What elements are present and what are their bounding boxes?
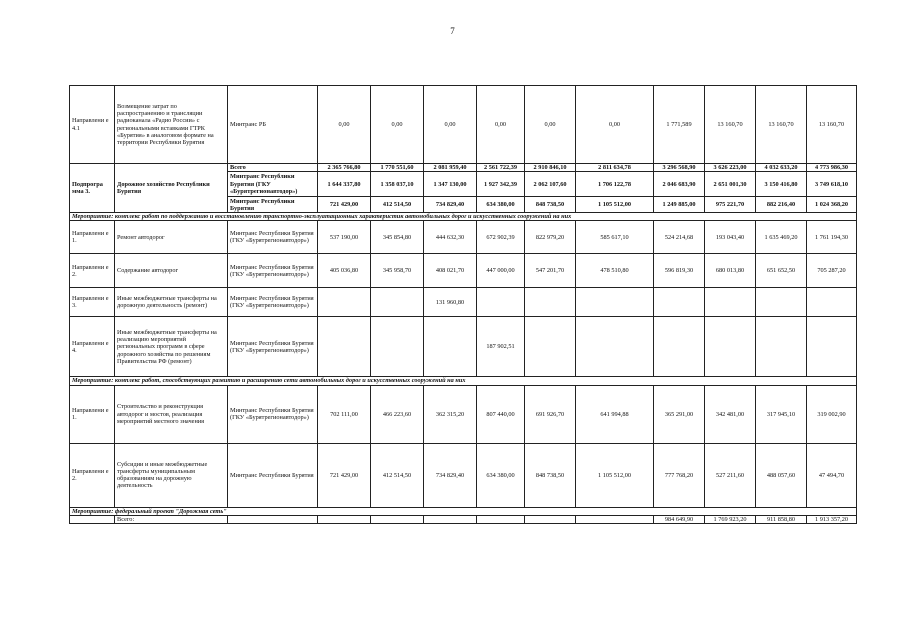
direction-description: Ремонт автодорог — [115, 221, 228, 254]
direction-code: Направлени е 2. — [70, 443, 115, 507]
executor: Минтранс РБ — [228, 86, 318, 164]
direction-description: Возмещение затрат по распространению и трансляции радиоканала «Радио России» с региональными вставками ГТРК «Бурятия» в аналоговом формате на территории Республики Бурятия — [115, 86, 228, 164]
value-cell: 734 829,40 — [424, 197, 477, 213]
table-row — [70, 507, 857, 515]
value-cell: 1 761 194,30 — [807, 221, 857, 254]
value-cell: 3 749 618,10 — [807, 172, 857, 197]
total-value: 2 811 634,78 — [576, 164, 654, 172]
value-cell: 362 315,20 — [424, 385, 477, 443]
value-cell: 807 440,00 — [477, 385, 525, 443]
value-cell: 13 160,70 — [756, 86, 807, 164]
value-cell: 412 514,50 — [371, 443, 424, 507]
value-cell: 777 768,20 — [654, 443, 705, 507]
value-cell: 680 013,80 — [705, 254, 756, 288]
value-cell: 848 738,50 — [525, 197, 576, 213]
direction-code: Направлени е 2. — [70, 254, 115, 288]
value-cell: 672 902,39 — [477, 221, 525, 254]
value-cell: 444 632,30 — [424, 221, 477, 254]
value-cell: 0,00 — [576, 86, 654, 164]
value-cell: 634 380,00 — [477, 197, 525, 213]
value-cell: 0,00 — [424, 86, 477, 164]
value-cell: 1 635 469,20 — [756, 221, 807, 254]
value-cell: 721 429,00 — [318, 443, 371, 507]
direction-description: Содержание автодорог — [115, 254, 228, 288]
value-cell: 1 024 368,20 — [807, 197, 857, 213]
total-value: 2 081 959,40 — [424, 164, 477, 172]
table-row — [70, 377, 857, 385]
value-cell: 705 287,20 — [807, 254, 857, 288]
value-cell: 524 214,68 — [654, 221, 705, 254]
measure-heading: Мероприятие: комплекс работ, способствующих развитию и расширению сети автомобильных дорог и искусственных сооружений на них — [70, 377, 857, 385]
subprogram-name: Дорожное хозяйство Республики Бурятия — [115, 164, 228, 213]
value-cell: 408 021,70 — [424, 254, 477, 288]
executor: Минтранс Республики Бурятия (ГКУ «Бурятрегионавтодор») — [228, 221, 318, 254]
executor: Минтранс Республики Бурятия — [228, 443, 318, 507]
table-row — [70, 385, 857, 443]
executor: Минтранс Республики Бурятия (ГКУ «Бурятрегионавтодор») — [228, 385, 318, 443]
direction-code: Направлени е 1. — [70, 385, 115, 443]
value-cell: 1 771,589 — [654, 86, 705, 164]
value-cell: 447 000,00 — [477, 254, 525, 288]
total-label: Всего — [228, 164, 318, 172]
table-row — [70, 86, 857, 164]
executor: Минтранс Республики Бурятия (ГКУ «Бурятрегионавтодор») — [228, 317, 318, 377]
direction-code: Направлени е 3. — [70, 288, 115, 317]
value-cell: 0,00 — [371, 86, 424, 164]
total-value: 2 910 846,10 — [525, 164, 576, 172]
table-row — [70, 221, 857, 254]
table-row — [70, 515, 857, 523]
total-value: 4 773 986,30 — [807, 164, 857, 172]
budget-table — [69, 85, 857, 524]
value-cell: 0,00 — [525, 86, 576, 164]
value-cell: 702 111,00 — [318, 385, 371, 443]
value-cell: 1 105 512,00 — [576, 197, 654, 213]
total-value: 911 858,80 — [756, 515, 807, 523]
total-label: Всего: — [115, 515, 228, 523]
value-cell: 1 347 130,00 — [424, 172, 477, 197]
value-cell: 13 160,70 — [807, 86, 857, 164]
value-cell: 1 644 337,80 — [318, 172, 371, 197]
value-cell: 2 046 683,90 — [654, 172, 705, 197]
table-row — [70, 164, 857, 172]
value-cell: 488 057,60 — [756, 443, 807, 507]
table-row — [70, 254, 857, 288]
value-cell: 547 201,70 — [525, 254, 576, 288]
executor: Минтранс Республики Бурятия (ГКУ «Бурятрегионавтодор») — [228, 172, 318, 197]
value-cell: 345 958,70 — [371, 254, 424, 288]
executor: Минтранс Республики Бурятия (ГКУ «Бурятрегионавтодор») — [228, 288, 318, 317]
direction-code: Направлени е 1. — [70, 221, 115, 254]
value-cell: 822 979,20 — [525, 221, 576, 254]
total-value: 984 649,90 — [654, 515, 705, 523]
value-cell: 691 926,70 — [525, 385, 576, 443]
total-value: 3 296 568,90 — [654, 164, 705, 172]
value-cell: 193 043,40 — [705, 221, 756, 254]
table-row — [70, 213, 857, 221]
total-value: 1 769 923,20 — [705, 515, 756, 523]
table-row — [70, 288, 857, 317]
total-value: 4 032 633,20 — [756, 164, 807, 172]
total-value: 1 913 357,20 — [807, 515, 857, 523]
value-cell: 0,00 — [477, 86, 525, 164]
value-cell: 0,00 — [318, 86, 371, 164]
value-cell: 1 706 122,78 — [576, 172, 654, 197]
direction-description: Строительство и реконструкция автодорог и мостов, реализация мероприятий местного значения — [115, 385, 228, 443]
direction-description: Субсидии и иные межбюджетные трансферты муниципальным образованиям на дорожную деятельность — [115, 443, 228, 507]
table-row — [70, 317, 857, 377]
executor: Минтранс Республики Бурятия — [228, 197, 318, 213]
direction-description: Иные межбюджетные трансферты на реализацию мероприятий региональных программ в сфере дорожного хозяйства по решениям Правительства РФ (ремонт) — [115, 317, 228, 377]
value-cell: 2 062 107,60 — [525, 172, 576, 197]
value-cell: 319 002,90 — [807, 385, 857, 443]
value-cell: 466 223,60 — [371, 385, 424, 443]
direction-code: Направлени е 4.1 — [70, 86, 115, 164]
total-value: 2 561 722,39 — [477, 164, 525, 172]
measure-heading: Мероприятие: федеральный проект "Дорожная сеть" — [70, 507, 857, 515]
value-cell: 1 927 342,39 — [477, 172, 525, 197]
value-cell: 365 291,00 — [654, 385, 705, 443]
measure-heading: Мероприятие: комплекс работ по поддержанию и восстановлению транспортно-эксплуатационных характеристик автомобильных дорог и искусственных сооружений на них — [70, 213, 857, 221]
value-cell: 3 150 416,80 — [756, 172, 807, 197]
value-cell: 585 617,10 — [576, 221, 654, 254]
value-cell: 975 221,70 — [705, 197, 756, 213]
value-cell: 1 358 037,10 — [371, 172, 424, 197]
value-cell: 882 216,40 — [756, 197, 807, 213]
value-cell: 405 036,80 — [318, 254, 371, 288]
value-cell: 634 380,00 — [477, 443, 525, 507]
value-cell: 2 651 001,30 — [705, 172, 756, 197]
value-cell: 527 211,60 — [705, 443, 756, 507]
page-number: 7 — [450, 26, 455, 36]
value-cell: 478 510,80 — [576, 254, 654, 288]
direction-description: Иные межбюджетные трансферты на дорожную деятельность (ремонт) — [115, 288, 228, 317]
value-cell: 848 738,50 — [525, 443, 576, 507]
value-cell: 13 160,70 — [705, 86, 756, 164]
total-value: 3 626 223,00 — [705, 164, 756, 172]
value-cell: 412 514,50 — [371, 197, 424, 213]
value-cell: 596 819,30 — [654, 254, 705, 288]
value-cell: 345 854,80 — [371, 221, 424, 254]
value-cell: 1 249 885,00 — [654, 197, 705, 213]
value-cell: 47 494,70 — [807, 443, 857, 507]
subprogram-code: Подпрогра мма 3. — [70, 164, 115, 213]
value-cell: 537 190,00 — [318, 221, 371, 254]
value-cell: 651 652,50 — [756, 254, 807, 288]
direction-code: Направлени е 4. — [70, 317, 115, 377]
value-cell: 187 902,51 — [477, 317, 525, 377]
value-cell: 342 481,00 — [705, 385, 756, 443]
total-value: 1 770 551,60 — [371, 164, 424, 172]
value-cell: 131 960,80 — [424, 288, 477, 317]
value-cell: 1 105 512,00 — [576, 443, 654, 507]
table-row — [70, 443, 857, 507]
total-value: 2 365 766,80 — [318, 164, 371, 172]
executor: Минтранс Республики Бурятия (ГКУ «Бурятрегионавтодор») — [228, 254, 318, 288]
value-cell: 317 945,10 — [756, 385, 807, 443]
value-cell: 721 429,00 — [318, 197, 371, 213]
value-cell: 734 829,40 — [424, 443, 477, 507]
value-cell: 641 994,88 — [576, 385, 654, 443]
